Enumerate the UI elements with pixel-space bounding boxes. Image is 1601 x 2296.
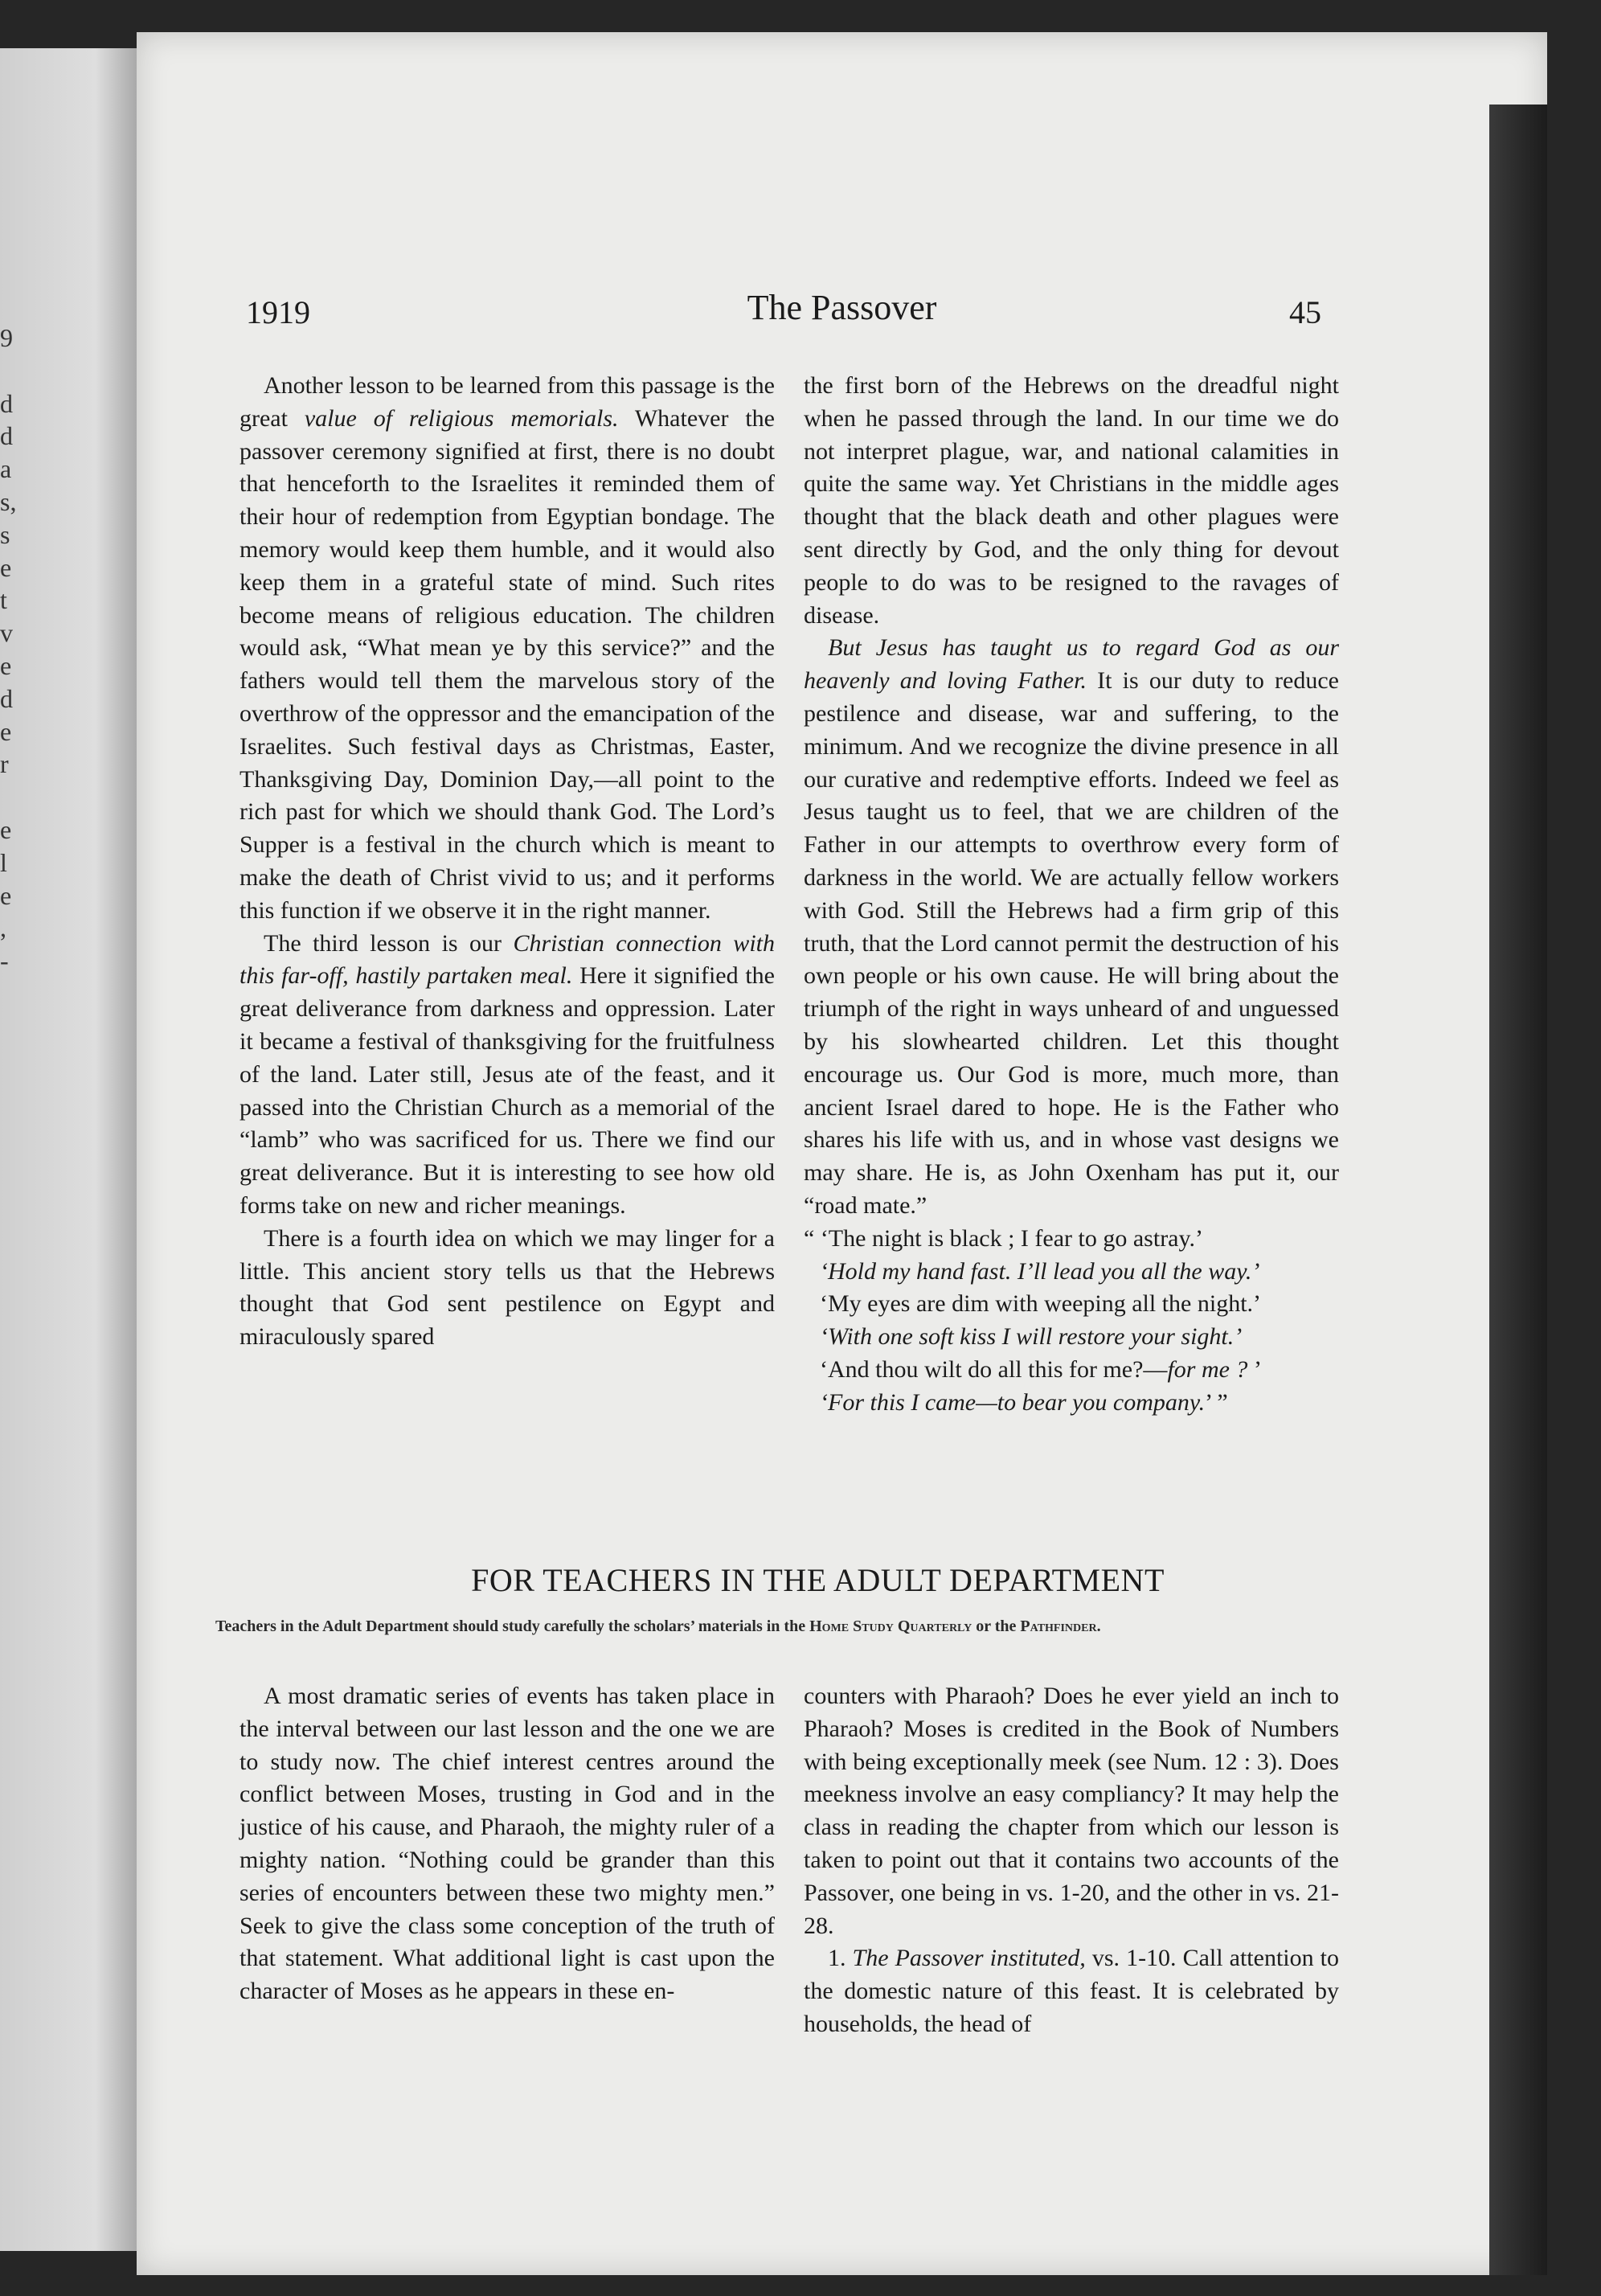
page-number: 45 (1289, 294, 1321, 330)
text-run: or the (972, 1617, 1021, 1635)
margin-letter: e (0, 650, 12, 680)
text-run: ‘And thou wilt do all this for me?— (820, 1355, 1168, 1383)
facing-page-edge (0, 48, 137, 2251)
paragraph: There is a fourth idea on which we may linger for a little. This ancient story tells us that the Hebrews thought that God sent pestilence on Egypt and miraculously spared (240, 1224, 775, 1351)
italic-text: ‘With one soft kiss I will restore your sight.’ (820, 1323, 1243, 1351)
margin-letter: , (0, 913, 6, 943)
text-run: Whatever the passover ceremony signified at first, there is no doubt that henceforth to the Israelites it reminded them of their hour of redemption from Egyptian bondage. The memory would keep them humble, and it would also keep them in a grateful state of mind. Such rites become means of religious education. The children would ask, “What mean ye by this service?” and the fathers would tell them the marvelous story of the overthrow of the oppressor and the emancipation of the Israelites. Such festival days as Christmas, Easter, Thanksgiving Day, Dominion Day,—all point to the rich past for which we should thank God. The Lord’s Supper is a festival in the church which is meant to make the death of Christ vivid to us; and it performs this function if we observe it in the right manner. (240, 404, 775, 924)
italic-text: for me ? (1167, 1355, 1248, 1383)
left-column-top (240, 370, 775, 1354)
italic-text: The Passover instituted, (852, 1945, 1086, 1972)
section-note (215, 1617, 1347, 1635)
margin-letter: d (0, 683, 13, 713)
margin-letter: s, (0, 486, 17, 516)
margin-letter (0, 781, 32, 814)
paragraph (240, 370, 775, 928)
margin-letter: 9 (0, 323, 13, 352)
italic-text: Christian connection with this far-off, hastily partaken meal. (240, 929, 775, 990)
margin-letter: l (0, 847, 7, 877)
poem-line (804, 1256, 1339, 1289)
small-caps-text: Home Study Quarterly (809, 1617, 972, 1635)
italic-text: But Jesus has taught us to regard God as our heavenly and loving Father. (804, 634, 1339, 695)
page-title: The Passover (747, 288, 937, 327)
margin-letter: a (0, 454, 12, 484)
right-column-bottom (804, 1680, 1339, 2041)
paragraph (240, 928, 775, 1223)
margin-letter: e (0, 814, 12, 844)
right-column-top (804, 370, 1339, 1420)
poem-line: “ ‘The night is black ; I fear to go astray.’ (804, 1224, 1204, 1252)
text-run: Here it signified the great deliverance from darkness and oppression. Later it became a festival of thanksgiving for the fruitfulness of the land. Later still, Jesus ate of the feast, and it passed into the Christian Church as a memorial of the “lamb” who was sacrificed for us. There we find our great deliverance. But it is interesting to see how old forms take on new and richer meanings. (240, 962, 775, 1219)
paragraph: the first born of the Hebrews on the dreadful night when he passed through the land. In our time we do not interpret plague, war, and national calamities in quite the same way. Yet Christians in the middle ages thought that the black death and other plagues were sent directly by God, and the only thing for devout people to do was to be resigned to the ravages of disease. (804, 372, 1339, 629)
poem-line (804, 1354, 1339, 1387)
running-header (137, 288, 1547, 342)
margin-letter (0, 355, 32, 387)
paragraph: counters with Pharaoh? Does he ever yield an inch to Pharaoh? Moses is credited in the Book of Numbers with being exceptionally meek (see Num. 12 : 3). Does meekness involve an easy compliancy? It may help the class in reading the chapter from which our lesson is taken to point out that it contains two accounts of the Passover, one being in vs. 1-20, and the other in vs. 21-28. (804, 1683, 1339, 1939)
margin-letter: d (0, 388, 13, 418)
poem-line (804, 1387, 1339, 1420)
italic-text: ‘Hold my hand fast. I’ll lead you all the way.’ (820, 1257, 1260, 1285)
book-page (137, 32, 1547, 2275)
text-run: It is our duty to reduce pestilence and disease, war and suffering, to the minimum. And we recognize the divine presence in all our curative and redemptive efforts. Indeed we feel as Jesus taught us to feel, that we are children of the Father in our attempts to overthrow every form of darkness in the world. We are actually fellow workers with God. Still the Hebrews had a firm grip of this truth, that the Lord cannot permit the destruction of his own people or his own cause. He will bring about the triumph of the right in ways unheard of and unguessed by his slowhearted children. Let this thought encourage us. Our God is more, much more, than ancient Israel dared to hope. He is the Father who shares his life with us, and in whose vast designs we may share. He is, as John Oxenham has put it, our “road mate.” (804, 667, 1339, 1219)
text-run: Another lesson to be learned from this passage is the great (240, 372, 775, 432)
margin-letter: s (0, 519, 10, 549)
poem-line (804, 1321, 1339, 1354)
paragraph (804, 632, 1339, 1222)
text-run: The third lesson is our (264, 929, 514, 957)
text-run: 1. (828, 1945, 853, 1972)
paragraph (804, 1942, 1339, 2040)
poem-quote (804, 1223, 1339, 1420)
italic-text: value of religious memorials. (304, 404, 619, 432)
margin-letter: e (0, 552, 12, 582)
paragraph: A most dramatic series of events has taken place in the interval between our last lesson and the one we are to study now. The chief interest centres around the conflict between Moses, trusting in God and in the justice of his cause, and Pharaoh, the mighty ruler of a mighty nation. “Nothing could be grander than this series of encounters between these two mighty men.” Seek to give the class some conception of the truth of that statement. What additional light is cast upon the character of Moses as he appears in these en- (240, 1683, 775, 2005)
margin-letter: e (0, 880, 12, 910)
section-heading: FOR TEACHERS IN THE ADULT DEPARTMENT (471, 1562, 1165, 1598)
poem-line: ‘My eyes are dim with weeping all the night.’ (820, 1290, 1262, 1318)
margin-letter: v (0, 618, 13, 648)
italic-text: ‘For this I came—to bear you company. (820, 1388, 1206, 1416)
text-run: Teachers in the Adult Department should study carefully the scholars’ materials in the (215, 1617, 810, 1635)
small-caps-text: Pathfinder (1020, 1617, 1097, 1635)
book-page-edge (1489, 105, 1547, 2275)
margin-letter: d (0, 421, 13, 451)
header-year: 1919 (246, 294, 310, 330)
margin-letter: r (0, 749, 9, 779)
margin-letter: - (0, 946, 9, 976)
left-column-bottom (240, 1680, 775, 2008)
margin-letter: t (0, 585, 7, 615)
facing-page-text-fragments (0, 322, 32, 978)
text-run: ’ ” (1205, 1388, 1228, 1416)
text-run: ’ (1247, 1355, 1262, 1383)
text-run: vs. 1-10. Call attention to the domestic nature of this feast. It is celebrated by households, the head of (804, 1945, 1339, 2037)
margin-letter: e (0, 716, 12, 746)
text-run: . (1096, 1617, 1101, 1635)
